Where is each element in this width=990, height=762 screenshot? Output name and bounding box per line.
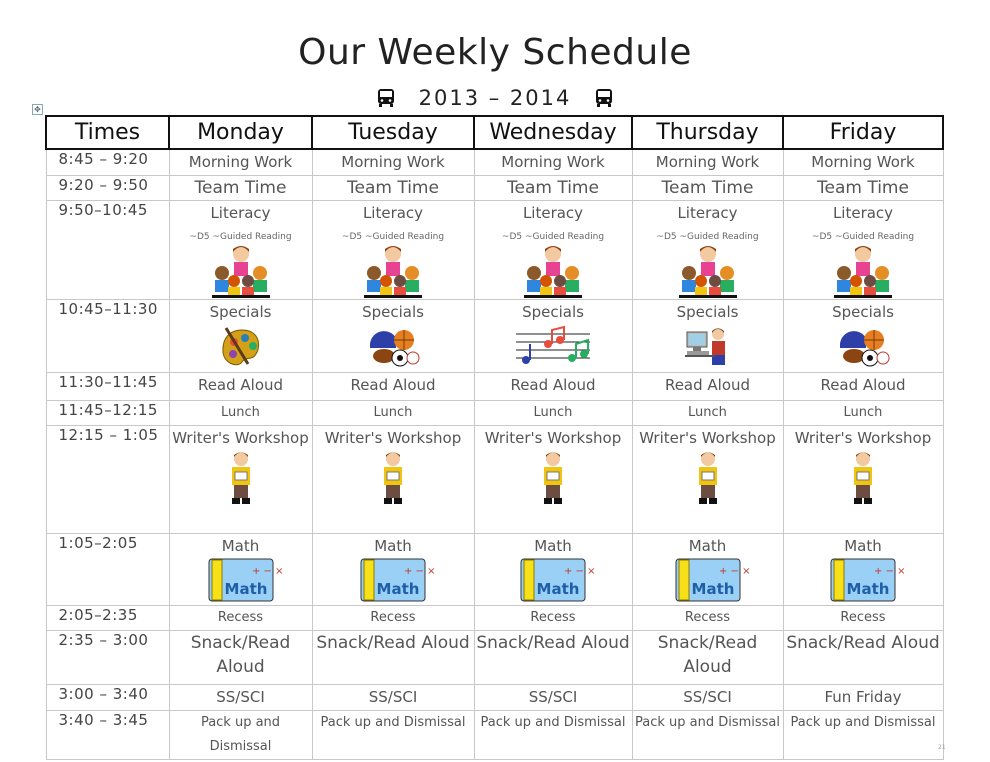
schedule-cell bbox=[474, 710, 632, 759]
table-row bbox=[46, 299, 943, 372]
bus-icon-right bbox=[594, 88, 614, 108]
schedule-cell bbox=[169, 710, 312, 759]
schedule-cell bbox=[632, 533, 783, 605]
schedule-cell bbox=[312, 684, 474, 710]
activity-label: Team Time bbox=[817, 177, 909, 198]
activity-label: Morning Work bbox=[655, 153, 760, 171]
reading-group-icon bbox=[677, 243, 739, 299]
corner-mark: 21 bbox=[938, 744, 946, 751]
schedule-cell bbox=[312, 605, 474, 630]
schedule-cell bbox=[474, 400, 632, 425]
activity-label: Literacy bbox=[522, 203, 584, 222]
art-palette-icon bbox=[218, 324, 264, 370]
activity-label: Specials bbox=[209, 302, 272, 321]
activity-label: Pack up and Dismissal bbox=[200, 714, 281, 754]
time-slot-cell: 11:45–12:15 bbox=[46, 400, 169, 425]
writing-student-icon bbox=[848, 450, 878, 508]
activity-label: Read Aloud bbox=[820, 375, 906, 394]
schedule-cell bbox=[632, 605, 783, 630]
table-row bbox=[46, 605, 943, 630]
table-row bbox=[46, 684, 943, 710]
time-slot-cell: 12:15 – 1:05 bbox=[46, 425, 169, 533]
table-row bbox=[46, 175, 943, 200]
table-row bbox=[46, 372, 943, 400]
math-icon-text: Math bbox=[536, 579, 580, 598]
table-row bbox=[46, 149, 943, 175]
header-thursday: Thursday bbox=[632, 116, 783, 149]
activity-label: Snack/Read Aloud bbox=[316, 632, 470, 653]
activity-label: Team Time bbox=[661, 177, 754, 198]
activity-label: Morning Work bbox=[188, 153, 293, 171]
activity-label: Specials bbox=[676, 302, 739, 321]
activity-subtext: ~D5 ~Guided Reading bbox=[189, 231, 292, 242]
schedule-cell bbox=[312, 372, 474, 400]
schedule-cell bbox=[632, 372, 783, 400]
activity-label: Writer's Workshop bbox=[639, 428, 776, 447]
activity-label: Math bbox=[844, 536, 882, 555]
schedule-cell bbox=[632, 710, 783, 759]
writing-student-icon bbox=[226, 450, 256, 508]
time-slot-cell: 3:00 – 3:40 bbox=[46, 684, 169, 710]
schedule-cell bbox=[312, 425, 474, 533]
schedule-cell bbox=[169, 149, 312, 175]
activity-label: Read Aloud bbox=[197, 375, 284, 394]
reading-group-icon bbox=[522, 243, 584, 299]
activity-label: Math bbox=[688, 536, 727, 555]
activity-label: Writer's Workshop bbox=[794, 428, 932, 447]
activity-label: Snack/Read Aloud bbox=[476, 632, 630, 653]
schedule-cell bbox=[169, 175, 312, 200]
schedule-cell bbox=[312, 710, 474, 759]
activity-label: Morning Work bbox=[341, 153, 445, 171]
schedule-cell bbox=[783, 149, 943, 175]
activity-label: Snack/Read Aloud bbox=[657, 632, 758, 677]
schedule-cell bbox=[783, 175, 943, 200]
sports-balls-icon bbox=[836, 324, 890, 368]
writing-student-icon bbox=[378, 450, 408, 508]
school-year bbox=[0, 86, 990, 110]
header-monday: Monday bbox=[169, 116, 312, 149]
activity-label: Literacy bbox=[677, 203, 738, 222]
schedule-cell bbox=[783, 400, 943, 425]
schedule-cell bbox=[169, 299, 312, 372]
activity-label: Read Aloud bbox=[664, 375, 751, 394]
schedule-cell bbox=[312, 400, 474, 425]
svg-text:+ − ×: + − × bbox=[404, 565, 436, 577]
schedule-cell bbox=[632, 400, 783, 425]
schedule-cell bbox=[474, 299, 632, 372]
activity-label: Recess bbox=[840, 609, 886, 625]
time-slot-cell: 2:35 – 3:00 bbox=[46, 630, 169, 684]
page-title: Our Weekly Schedule bbox=[298, 32, 692, 73]
schedule-cell bbox=[474, 630, 632, 684]
activity-label: Writer's Workshop bbox=[172, 428, 309, 447]
time-slot-cell: 1:05–2:05 bbox=[46, 533, 169, 605]
time-slot-cell: 9:20 – 9:50 bbox=[46, 175, 169, 200]
school-year-text: 2013 – 2014 bbox=[418, 86, 572, 110]
schedule-cell bbox=[169, 684, 312, 710]
schedule-cell bbox=[312, 299, 474, 372]
table-row bbox=[46, 200, 943, 299]
schedule-cell bbox=[312, 175, 474, 200]
activity-label: Math bbox=[221, 536, 260, 555]
schedule-cell bbox=[474, 425, 632, 533]
header-wednesday: Wednesday bbox=[474, 116, 632, 149]
activity-label: Lunch bbox=[373, 404, 413, 420]
activity-label: Lunch bbox=[688, 404, 727, 420]
activity-label: Pack up and Dismissal bbox=[480, 714, 626, 730]
schedule-cell bbox=[312, 630, 474, 684]
computer-lab-icon bbox=[685, 324, 731, 370]
schedule-cell bbox=[783, 605, 943, 630]
schedule-cell bbox=[783, 372, 943, 400]
schedule-cell bbox=[312, 200, 474, 299]
math-icon-text: Math bbox=[846, 579, 890, 598]
activity-label: Team Time bbox=[507, 177, 599, 198]
schedule-cell bbox=[783, 425, 943, 533]
math-icon bbox=[520, 558, 596, 602]
svg-text:+ − ×: + − × bbox=[564, 565, 596, 577]
activity-label: Pack up and Dismissal bbox=[634, 714, 781, 730]
schedule-cell bbox=[783, 684, 943, 710]
activity-label: SS/SCI bbox=[368, 687, 418, 706]
schedule-cell bbox=[632, 684, 783, 710]
time-slot-cell: 8:45 – 9:20 bbox=[46, 149, 169, 175]
svg-text:+ − ×: + − × bbox=[718, 565, 750, 577]
activity-label: SS/SCI bbox=[216, 687, 265, 706]
schedule-cell bbox=[783, 533, 943, 605]
schedule-cell bbox=[169, 425, 312, 533]
activity-label: Pack up and Dismissal bbox=[790, 714, 936, 730]
activity-label: Morning Work bbox=[501, 153, 605, 171]
activity-label: Literacy bbox=[362, 203, 424, 222]
time-slot-cell: 2:05–2:35 bbox=[46, 605, 169, 630]
activity-label: Specials bbox=[362, 302, 424, 321]
schedule-cell bbox=[474, 533, 632, 605]
schedule-table bbox=[45, 115, 944, 760]
activity-label: SS/SCI bbox=[528, 687, 578, 706]
activity-label: Math bbox=[374, 536, 412, 555]
activity-label: Writer's Workshop bbox=[324, 428, 462, 447]
schedule-cell bbox=[783, 630, 943, 684]
activity-label: Recess bbox=[530, 609, 576, 625]
activity-label: Team Time bbox=[194, 177, 287, 198]
time-slot-cell: 3:40 – 3:45 bbox=[46, 710, 169, 759]
activity-label: Recess bbox=[217, 609, 264, 625]
math-icon-text: Math bbox=[691, 579, 734, 598]
schedule-cell bbox=[632, 200, 783, 299]
schedule-cell bbox=[474, 684, 632, 710]
activity-label: Literacy bbox=[832, 203, 894, 222]
reading-group-icon bbox=[832, 243, 894, 299]
math-icon-text: Math bbox=[224, 579, 267, 598]
activity-subtext: ~D5 ~Guided Reading bbox=[656, 231, 759, 242]
activity-label: Lunch bbox=[843, 404, 883, 420]
schedule-cell bbox=[169, 533, 312, 605]
table-row bbox=[46, 400, 943, 425]
schedule-cell bbox=[783, 200, 943, 299]
header-times: Times bbox=[46, 116, 169, 149]
activity-label: Pack up and Dismissal bbox=[320, 714, 466, 730]
activity-subtext: ~D5 ~Guided Reading bbox=[341, 231, 445, 242]
activity-label: Team Time bbox=[347, 177, 439, 198]
activity-label: Morning Work bbox=[811, 153, 915, 171]
schedule-cell bbox=[169, 400, 312, 425]
activity-label: Fun Friday bbox=[824, 687, 902, 706]
time-slot-cell: 11:30–11:45 bbox=[46, 372, 169, 400]
activity-subtext: ~D5 ~Guided Reading bbox=[501, 231, 605, 242]
schedule-cell bbox=[474, 149, 632, 175]
table-row bbox=[46, 630, 943, 684]
activity-label: Literacy bbox=[210, 203, 271, 222]
schedule-cell bbox=[632, 299, 783, 372]
writing-student-icon bbox=[693, 450, 723, 508]
svg-text:+ − ×: + − × bbox=[251, 565, 283, 577]
svg-text:+ − ×: + − × bbox=[874, 565, 906, 577]
music-notes-icon bbox=[516, 324, 590, 368]
schedule-cell bbox=[474, 605, 632, 630]
activity-label: Lunch bbox=[221, 404, 260, 420]
activity-label: Snack/Read Aloud bbox=[190, 632, 291, 677]
bus-icon-left bbox=[376, 88, 396, 108]
schedule-cell bbox=[474, 175, 632, 200]
header-tuesday: Tuesday bbox=[312, 116, 474, 149]
activity-label: Specials bbox=[832, 302, 894, 321]
header-friday: Friday bbox=[783, 116, 943, 149]
schedule-cell bbox=[474, 200, 632, 299]
time-slot-cell: 9:50–10:45 bbox=[46, 200, 169, 299]
activity-label: Specials bbox=[522, 302, 584, 321]
activity-label: Snack/Read Aloud bbox=[786, 632, 940, 653]
math-icon bbox=[360, 558, 436, 602]
schedule-cell bbox=[632, 425, 783, 533]
math-icon bbox=[830, 558, 906, 602]
reading-group-icon bbox=[210, 243, 272, 299]
activity-label: Lunch bbox=[533, 404, 573, 420]
schedule-cell bbox=[169, 200, 312, 299]
schedule-cell bbox=[312, 533, 474, 605]
schedule-cell bbox=[632, 630, 783, 684]
activity-subtext: ~D5 ~Guided Reading bbox=[811, 231, 915, 242]
header-row bbox=[46, 116, 943, 149]
activity-label: Recess bbox=[684, 609, 731, 625]
schedule-cell bbox=[783, 299, 943, 372]
schedule-cell bbox=[474, 372, 632, 400]
schedule-cell bbox=[632, 149, 783, 175]
activity-label: Read Aloud bbox=[510, 375, 596, 394]
writing-student-icon bbox=[538, 450, 568, 508]
schedule-cell bbox=[169, 605, 312, 630]
math-icon bbox=[675, 558, 750, 602]
activity-label: Writer's Workshop bbox=[484, 428, 622, 447]
activity-label: Recess bbox=[370, 609, 416, 625]
activity-label: Math bbox=[534, 536, 572, 555]
math-icon-text: Math bbox=[376, 579, 420, 598]
activity-label: SS/SCI bbox=[683, 687, 732, 706]
time-slot-cell: 10:45–11:30 bbox=[46, 299, 169, 372]
table-move-handle-icon[interactable]: ✥ bbox=[32, 104, 43, 115]
table-row bbox=[46, 425, 943, 533]
sports-balls-icon bbox=[366, 324, 420, 368]
schedule-cell bbox=[783, 710, 943, 759]
activity-label: Read Aloud bbox=[350, 375, 436, 394]
schedule-cell bbox=[632, 175, 783, 200]
table-row bbox=[46, 710, 943, 759]
schedule-cell bbox=[169, 630, 312, 684]
math-icon bbox=[208, 558, 283, 602]
schedule-cell bbox=[312, 149, 474, 175]
table-row bbox=[46, 533, 943, 605]
schedule-cell bbox=[169, 372, 312, 400]
reading-group-icon bbox=[362, 243, 424, 299]
